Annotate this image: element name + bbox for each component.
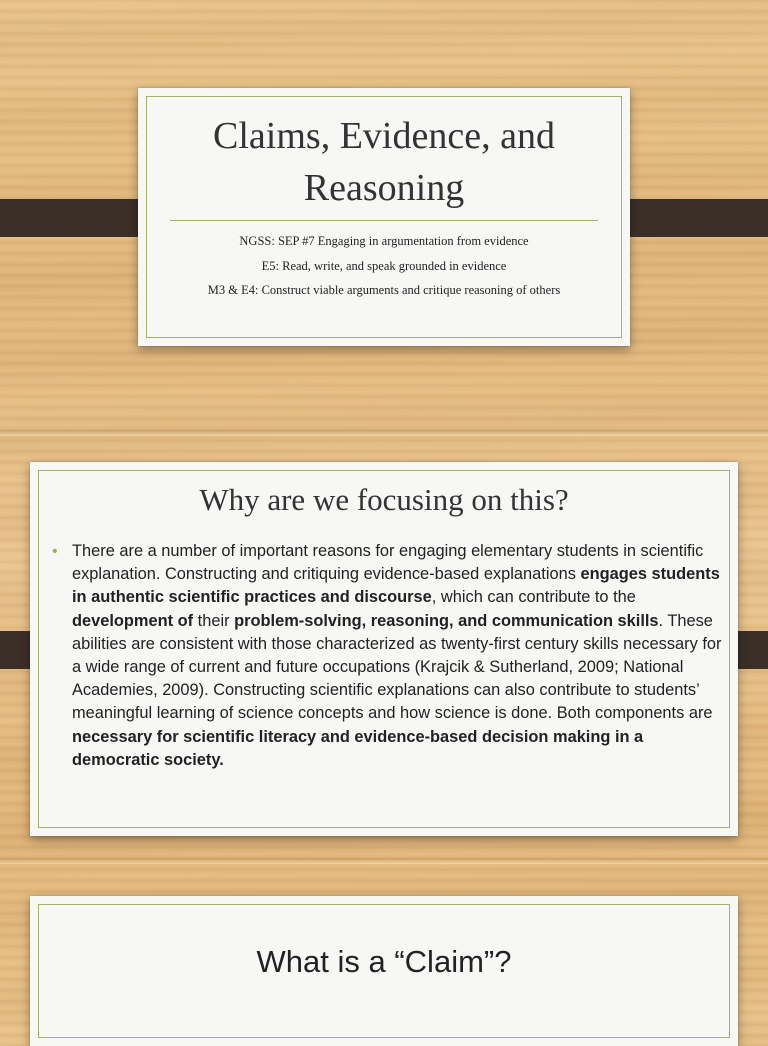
slide-1 — [138, 88, 630, 346]
slide-strap-right — [612, 199, 768, 237]
paragraph-run: There are a number of important reasons for engaging elementary students in scientific explanation. Constructing and critiquing evidence-based explanations — [72, 542, 704, 584]
slide-1-standard-2: E5: Read, write, and speak grounded in evidence — [261, 259, 507, 273]
slide-strap-left — [0, 199, 156, 237]
paragraph-bold-run: development of — [72, 611, 194, 630]
paragraph-bold-run: engages students in authentic scientific practices and discourse — [72, 565, 720, 607]
paragraph-bold-run: necessary for scientific literacy and evidence-based decision making in a democratic society. — [72, 727, 644, 769]
slide-1-divider — [170, 220, 598, 221]
paragraph-run: . These abilities are consistent with those characterized as twenty-first century skills necessary for a wide range of current and future occupations (Krajcik & Sutherland, 2009; National Academies, 2009). Constructing scientific explanations can also contribute to students’ meaningful learning of science concepts and how science is done. Both components are — [72, 611, 722, 723]
slide-1-standard-3: M3 & E4: Construct viable arguments and critique reasoning of others — [207, 283, 561, 297]
slide-2 — [30, 462, 738, 836]
slide-3-title: What is a “Claim”? — [256, 944, 512, 979]
slide-2-title: Why are we focusing on this? — [199, 482, 569, 517]
bullet-icon: • — [52, 543, 58, 560]
slide-1-standard-1: NGSS: SEP #7 Engaging in argumentation from evidence — [239, 234, 529, 248]
wood-seam — [0, 858, 768, 864]
slide-2-paragraph — [72, 540, 722, 772]
paragraph-run: , which can contribute to the — [431, 588, 636, 607]
slide-2-bullet — [52, 540, 722, 772]
wood-seam — [0, 430, 768, 436]
paragraph-bold-run: problem-solving, reasoning, and communication skills — [234, 611, 659, 630]
paragraph-run: their — [193, 611, 235, 630]
slide-1-title: Claims, Evidence, and Reasoning — [213, 115, 555, 209]
